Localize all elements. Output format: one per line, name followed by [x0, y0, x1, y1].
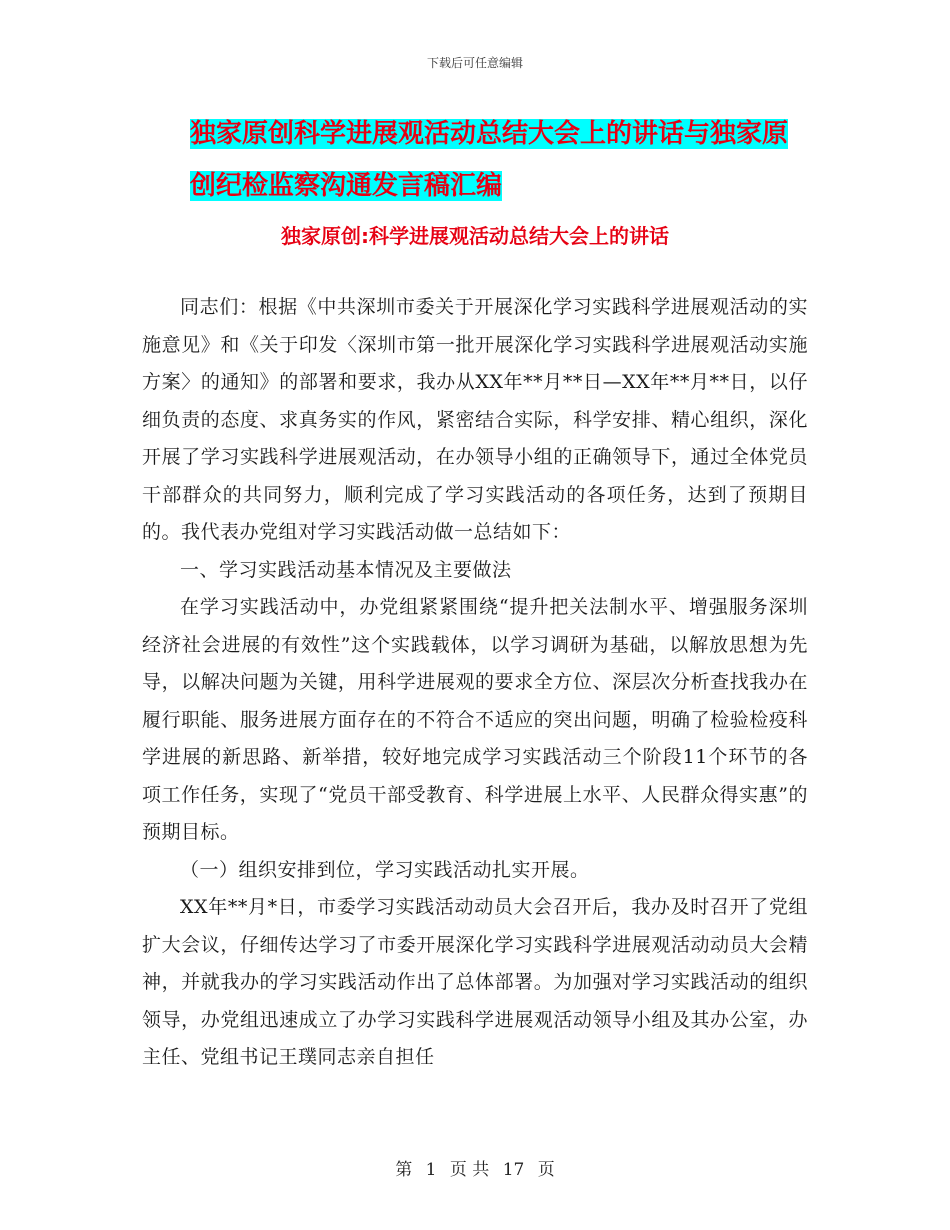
footer-suffix: 页: [537, 1160, 555, 1180]
paragraph-intro: 同志们：根据《中共深圳市委关于开展深化学习实践科学进展观活动的实施意见》和《关于印发〈深圳市第一批开展深化学习实践科学进展观活动实施方案〉的通知》的部署和要求，我办从XX年**月**日—XX年**月**日，以仔细负责的态度、求真务实的作风，紧密结合实际，科学安排、精心组织，深化开展了学习实践科学进展观活动，在办领导小组的正确领导下，通过全体党员干部群众的共同努力，顺利完成了学习实践活动的各项任务，达到了预期目的。我代表办党组对学习实践活动做一总结如下：: [142, 296, 808, 543]
paragraph-subheading-1: （一）组织安排到位，学习实践活动扎实开展。: [180, 858, 590, 881]
footer-page-number: 1: [425, 1160, 437, 1180]
document-title: [190, 108, 830, 212]
page-header-note: 下载后可任意编辑: [426, 56, 523, 70]
document-body: [142, 289, 808, 1077]
paragraph-practice: 在学习实践活动中，办党组紧紧围绕“提升把关法制水平、增强服务深圳经济社会进展的有效性”这个实践载体，以学习调研为基础，以解放思想为先导，以解决问题为关键，用科学进展观的要求全方位、深层次分析查找我办在履行职能、服务进展方面存在的不符合不适应的突出问题，明确了检验检疫科学进展的新思路、新举措，较好地完成学习实践活动三个阶段11个环节的各项工作任务，实现了“党员干部受教育、科学进展上水平、人民群众得实惠”的预期目标。: [142, 596, 808, 843]
page-footer: [0, 1155, 950, 1180]
document-title-line-1: 独家原创科学进展观活动总结大会上的讲话与独家原: [190, 119, 789, 149]
section-title: 独家原创:科学进展观活动总结大会上的讲话: [281, 224, 669, 248]
footer-middle: 页 共: [449, 1160, 490, 1180]
document-title-line-2: 创纪检监察沟通发言稿汇编: [190, 171, 503, 201]
footer-prefix: 第: [395, 1160, 413, 1180]
paragraph-heading-1: 一、学习实践活动基本情况及主要做法: [180, 558, 512, 581]
footer-total-pages: 17: [502, 1160, 525, 1180]
paragraph-organization: XX年**月*日，市委学习实践活动动员大会召开后，我办及时召开了党组扩大会议，仔细传达学习了市委开展深化学习实践科学进展观活动动员大会精神，并就我办的学习实践活动作出了总体部署。为加强对学习实践活动的组织领导，办党组迅速成立了办学习实践科学进展观活动领导小组及其办公室，办主任、党组书记王璞同志亲自担任: [142, 896, 808, 1068]
